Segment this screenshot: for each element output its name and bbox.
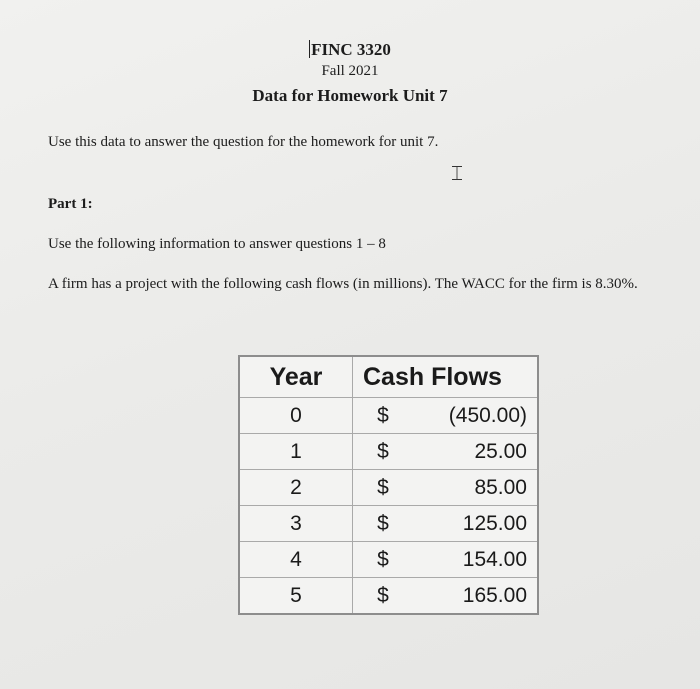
amount-cell: 154.00 [413,542,538,578]
amount-cell: 25.00 [413,434,538,470]
problem-statement: A firm has a project with the following cash flows (in millions). The WACC for the firm is 8.30%. [48,276,638,292]
table-header-row [239,356,538,398]
currency-cell: $ [353,470,414,506]
year-cell: 3 [239,506,353,542]
year-cell: 2 [239,470,353,506]
instructions-text: Use the following information to answer questions 1 – 8 [48,236,386,252]
document-title: Data for Homework Unit 7 [252,86,448,105]
text-cursor-icon: ⌶ [451,161,463,185]
part-heading: Part 1: [48,196,93,212]
amount-cell: (450.00) [413,398,538,434]
table-row [239,434,538,470]
year-cell: 0 [239,398,353,434]
text-caret [309,40,310,58]
table-row [239,542,538,578]
table-row [239,506,538,542]
currency-cell: $ [353,578,414,615]
amount-cell: 165.00 [413,578,538,615]
table-row [239,470,538,506]
course-term: Fall 2021 [321,63,379,79]
year-cell: 5 [239,578,353,615]
intro-text: Use this data to answer the question for the homework for unit 7. [48,134,439,150]
year-column-header: Year [239,356,353,398]
cash-flows-column-header: Cash Flows [363,362,502,391]
course-code: FINC 3320 [311,40,391,59]
year-cell: 1 [239,434,353,470]
table-row [239,398,538,434]
amount-cell: 85.00 [413,470,538,506]
currency-cell: $ [353,434,414,470]
amount-cell: 125.00 [413,506,538,542]
currency-cell: $ [353,542,414,578]
currency-cell: $ [353,506,414,542]
currency-cell: $ [353,398,414,434]
year-cell: 4 [239,542,353,578]
cash-flow-table [238,355,539,615]
table-row [239,578,538,615]
